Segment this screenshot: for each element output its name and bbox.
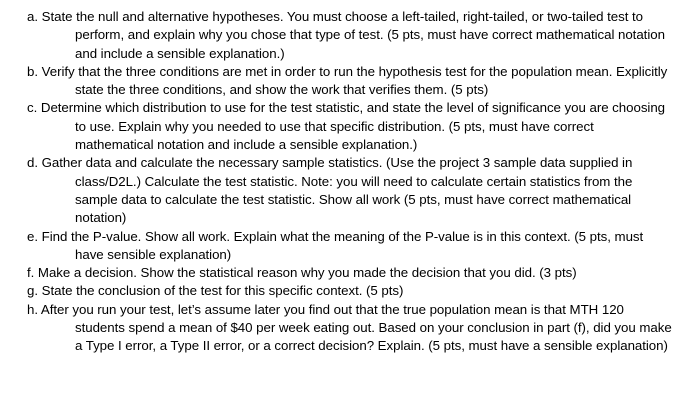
- question-h: h. After you run your test, let’s assume later you find out that the true population mean is that MTH 120 students spend a mean of $40 per week eating out. Based on your conclusion in part (f), did you make a Type I error, a Type II error, or a correct decision? Explain. (5 pts, must have a sensible explanation): [27, 301, 672, 354]
- question-g: g. State the conclusion of the test for this specific context. (5 pts): [27, 283, 404, 299]
- question-b: b. Verify that the three conditions are met in order to run the hypothesis test for the population mean. Explicitly state the three conditions, and show the work that verifies them. (5 pts): [27, 63, 668, 98]
- question-e: e. Find the P-value. Show all work. Explain what the meaning of the P-value is in this context. (5 pts, must have sensible explanation): [27, 228, 644, 262]
- question-a: a. State the null and alternative hypotheses. You must choose a left-tailed, right-tailed, or two-tailed test to perform, and explain why you chose that type of test. (5 pts, must have correct mathematical notation and include a sensible explanation.): [27, 9, 665, 61]
- question-f: f. Make a decision. Show the statistical reason why you made the decision that you did. (3 pts): [27, 265, 577, 281]
- question-c: c. Determine which distribution to use for the test statistic, and state the level of significance you are choosing to use. Explain why you needed to use that specific distribution. (5 pts, must have correct mathematical notation and include a sensible explanation.): [27, 100, 666, 153]
- question-d: d. Gather data and calculate the necessary sample statistics. (Use the project 3 sample data supplied in class/D2L.) Calculate the test statistic. Note: you will need to calculate certain statistics from the sample data to calculate the test statistic. Show all work (5 pts, must have correct mathematical notation): [27, 155, 633, 226]
